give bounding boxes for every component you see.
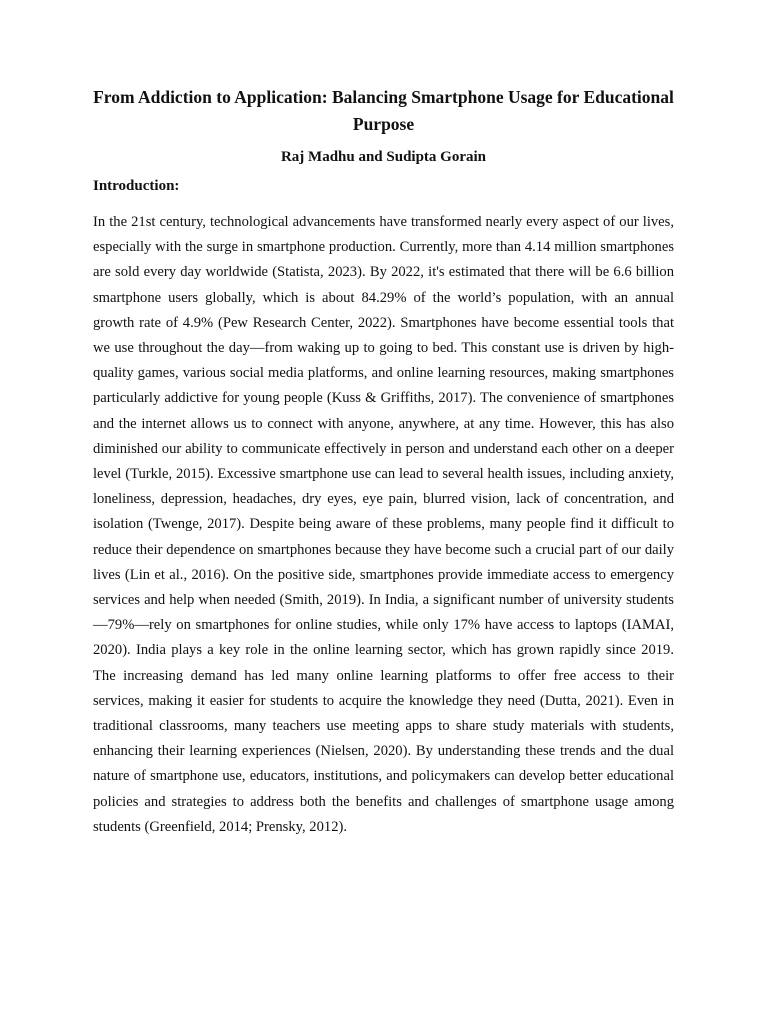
paper-page: [93, 84, 674, 840]
introduction-paragraph: In the 21st century, technological advancements have transformed nearly every aspect of our lives, especially with the surge in smartphone production. Currently, more than 4.14 million smartphones are sold every day worldwide (Statista, 2023). By 2022, it's estimated that there will be 6.6 billion smartphone users globally, which is about 84.29% of the world’s population, with an annual growth rate of 4.9% (Pew Research Center, 2022). Smartphones have become essential tools that we use throughout the day—from waking up to going to bed. This constant use is driven by high-quality games, various social media platforms, and online learning resources, making smartphones particularly addictive for young people (Kuss & Griffiths, 2017). The convenience of smartphones and the internet allows us to connect with anyone, anywhere, at any time. However, this has also diminished our ability to communicate effectively in person and understand each other on a deeper level (Turkle, 2015). Excessive smartphone use can lead to several health issues, including anxiety, loneliness, depression, headaches, dry eyes, eye pain, blurred vision, lack of concentration, and isolation (Twenge, 2017). Despite being aware of these problems, many people find it difficult to reduce their dependence on smartphones because they have become such a crucial part of our daily lives (Lin et al., 2016). On the positive side, smartphones provide immediate access to emergency services and help when needed (Smith, 2019). In India, a significant number of university students—79%—rely on smartphones for online studies, while only 17% have access to laptops (IAMAI, 2020). India plays a key role in the online learning sector, which has grown rapidly since 2019. The increasing demand has led many online learning platforms to offer free access to their services, making it easier for students to acquire the knowledge they need (Dutta, 2021). Even in traditional classrooms, many teachers use meeting apps to share study materials with students, enhancing their learning experiences (Nielsen, 2020). By understanding these trends and the dual nature of smartphone use, educators, institutions, and policymakers can develop better educational policies and strategies to address both the benefits and challenges of smartphone usage among students (Greenfield, 2014; Prensky, 2012).: [93, 214, 674, 835]
section-heading-introduction: Introduction:: [93, 178, 180, 194]
paper-authors: Raj Madhu and Sudipta Gorain: [280, 149, 487, 165]
paper-title: From Addiction to Application: Balancing Smartphone Usage for Educational Purpose: [93, 87, 674, 134]
